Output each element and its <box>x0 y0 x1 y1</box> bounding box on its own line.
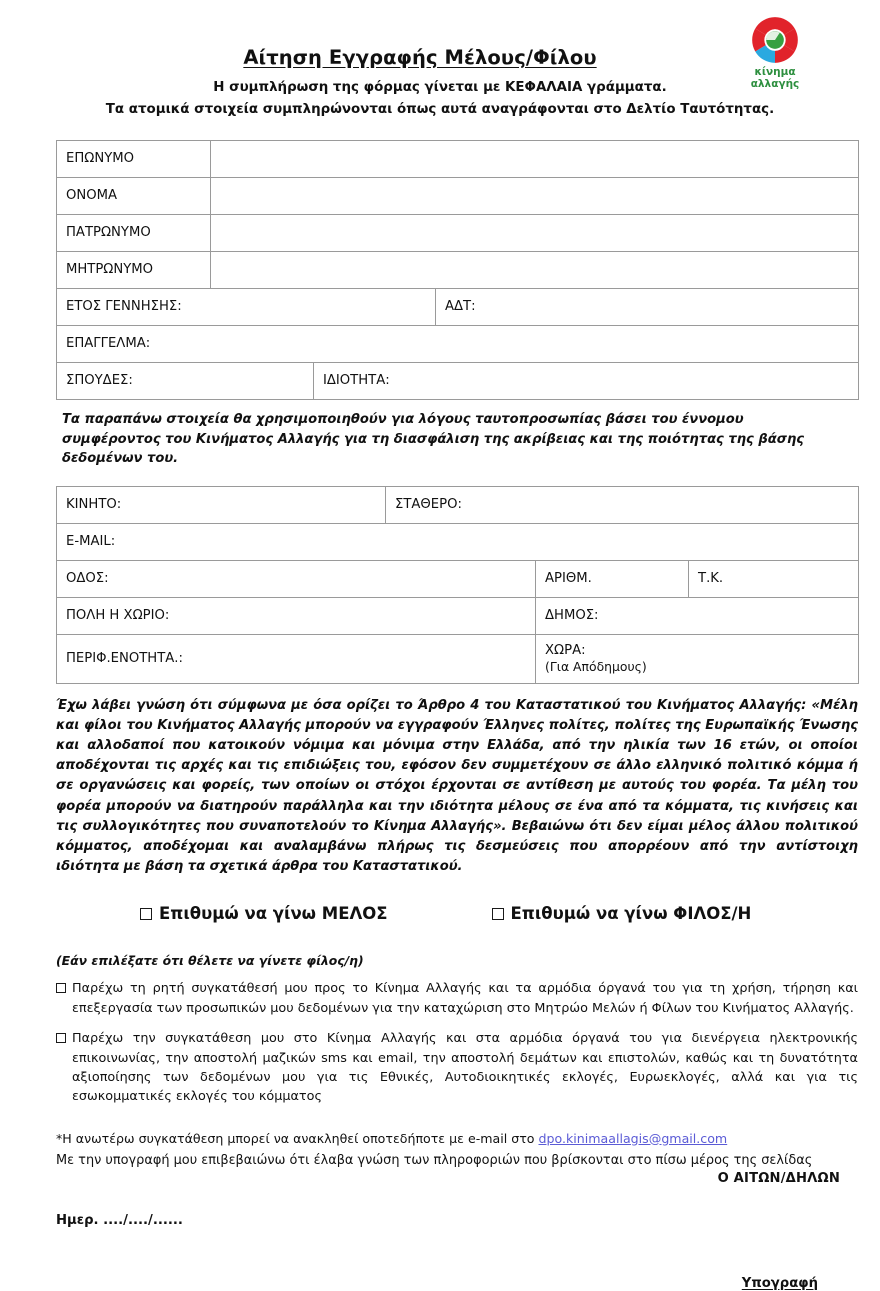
checkbox-option-member[interactable] <box>140 904 388 923</box>
label-postcode[interactable]: Τ.Κ. <box>689 560 859 597</box>
privacy-note: Τα παραπάνω στοιχεία θα χρησιμοποιηθούν για λόγους ταυτοπροσωπίας βάσει του έννομου συμφέροντος του Κινήματος Αλλαγής για τη διασφάλιση της ακρίβειας και της ποιότητας της βάσης δεδομένων του. <box>62 412 805 466</box>
table-row <box>57 326 859 363</box>
country-label-main: ΧΩΡΑ: <box>545 642 586 658</box>
field-firstname[interactable] <box>211 178 859 215</box>
party-logo <box>732 14 818 90</box>
subtitle-line-2: Τα ατομικά στοιχεία συμπληρώνονται όπως αυτά αναγράφονται στο Δελτίο Ταυτότητας. <box>105 102 775 117</box>
label-firstname: ΟΝΟΜΑ <box>57 178 211 215</box>
revocation-text: *Η ανωτέρω συγκατάθεση μπορεί να ανακληθεί οποτεδήποτε με e-mail στο <box>56 1130 539 1146</box>
subtitle-line-1: Η συμπλήρωση της φόρμας γίνεται με ΚΕΦΑΛΑΙΑ γράμματα. <box>213 80 667 95</box>
label-mothername: ΜΗΤΡΩΝΥΜΟ <box>57 252 211 289</box>
table-row <box>57 634 859 683</box>
field-fathername[interactable] <box>211 215 859 252</box>
consent-text-communications: Παρέχω την συγκατάθεση μου στο Κίνημα Αλλαγής και στα αρμόδια όργανά του για διενέργεια ηλεκτρονικής επικοινωνίας, την αποστολή μαζικών sms και email, την αποστολή δεμάτων και επιστολών, καθώς και τη δυνατότητα αξιοποίησης των δεδομένων μου για τις Εθνικές, Αυτοδιοικητικές εκλογές, Ευρωεκλογές, αλλά και για τις εσωκομματικές εκλογές του κόμματος <box>72 1031 858 1105</box>
membership-choice-group <box>0 904 880 923</box>
table-row <box>57 215 859 252</box>
label-birth-year[interactable]: ΕΤΟΣ ΓΕΝΝΗΣΗΣ: <box>57 289 436 326</box>
friend-only-note: (Εάν επιλέξατε ότι θέλετε να γίνετε φίλος/η) <box>56 953 364 969</box>
checkbox-icon[interactable] <box>56 983 66 993</box>
label-municipality[interactable]: ΔΗΜΟΣ: <box>536 597 859 634</box>
page-title: Αίτηση Εγγραφής Μέλους/Φίλου <box>243 46 597 69</box>
statute-declaration-text: Έχω λάβει γνώση ότι σύμφωνα με όσα ορίζει το Άρθρο 4 του Καταστατικού του Κινήματος Αλλαγής: «Μέλη και φίλοι του Κινήματος Αλλαγής μπορούν να εγγραφούν Έλληνες πολίτες, πολίτες της Ευρωπαϊκής Ένωσης και αλλοδαποί που κατοικούν νόμιμα και μόνιμα στην Ελλάδα, από την ηλικία των 16 ετών, οι οποίοι αποδέχονται τις αρχές και τις επιδιώξεις του, εφόσον δεν συμμετέχουν σε άλλο ελληνικό πολιτικό κόμμα ή σε οργανώσεις και φορείς, των οποίων οι στόχοι έρχονται σε αντίθεση με αυτούς του φορέα. Τα μέλη του φορέα μπορούν να διατηρούν παράλληλα και την ιδιότητα μέλους σε ένα από τα κόμματα, τις κινήσεις και τις συλλογικότητες που συναποτελούν το Κίνημα Αλλαγής». Βεβαιώνω ότι δεν είμαι μέλος άλλου πολιτικού κόμματος, αποδέχομαι και αναλαμβάνω πλήρως τις δεσμεύσεις που απορρέουν από την αντίστοιχη ιδιότητα με βάση τα σχετικά άρθρα του Καταστατικού. <box>56 697 858 875</box>
applicant-label: Ο ΑΙΤΩΝ/ΔΗΛΩΝ <box>717 1170 840 1186</box>
checkbox-label-member: Επιθυμώ να γίνω ΜΕΛΟΣ <box>159 904 388 924</box>
signature-confirmation-text: Με την υπογραφή μου επιβεβαιώνω ότι έλαβα γνώση των πληροφοριών που βρίσκονται στο πίσω μέρος της σελίδας <box>56 1153 813 1169</box>
checkbox-icon[interactable] <box>492 908 504 920</box>
label-city[interactable]: ΠΟΛΗ Η ΧΩΡΙΟ: <box>57 597 536 634</box>
label-profession[interactable]: ΕΠΑΓΓΕΛΜΑ: <box>57 326 859 363</box>
checkbox-label-friend: Επιθυμώ να γίνω ΦΙΛΟΣ/Η <box>510 904 752 924</box>
logo-line-2: αλλαγής <box>750 77 800 90</box>
personal-data-table <box>56 140 859 400</box>
checkbox-icon[interactable] <box>56 1033 66 1043</box>
label-country[interactable] <box>536 634 859 683</box>
revocation-note <box>56 1129 858 1149</box>
label-mobile[interactable]: ΚΙΝΗΤΟ: <box>57 486 386 523</box>
consent-option-data-processing[interactable] <box>56 979 858 1018</box>
table-row <box>57 523 859 560</box>
document-header <box>0 0 880 121</box>
table-row <box>57 252 859 289</box>
date-field[interactable]: Ημερ. ..../..../...... <box>56 1212 183 1228</box>
signature-label: Υπογραφή <box>741 1275 818 1291</box>
field-surname[interactable] <box>211 141 859 178</box>
field-mothername[interactable] <box>211 252 859 289</box>
table-row <box>57 597 859 634</box>
pinwheel-logo-icon <box>749 14 801 66</box>
label-email[interactable]: E-MAIL: <box>57 523 859 560</box>
checkbox-option-friend[interactable] <box>492 904 752 923</box>
logo-line-1: κίνημα <box>754 66 796 78</box>
table-row <box>57 141 859 178</box>
label-capacity[interactable]: ΙΔΙΟΤΗΤΑ: <box>314 363 859 400</box>
consent-option-communications[interactable] <box>56 1029 858 1107</box>
country-label-note: (Για Απόδημους) <box>545 658 647 674</box>
contact-data-table <box>56 486 859 684</box>
table-row <box>57 363 859 400</box>
checkbox-icon[interactable] <box>140 908 152 920</box>
logo-text <box>732 67 818 90</box>
label-fathername: ΠΑΤΡΩΝΥΜΟ <box>57 215 211 252</box>
label-landline[interactable]: ΣΤΑΘΕΡΟ: <box>386 486 859 523</box>
consent-text-data-processing: Παρέχω τη ρητή συγκατάθεσή μου προς το Κίνημα Αλλαγής και τα αρμόδια όργανά του για τη χρήση, τήρηση και επεξεργασία των προσωπικών μου δεδομένων για την καταχώριση στο Μητρώο Μελών ή Φίλων του Κινήματος Αλλαγής. <box>72 981 858 1016</box>
signature-field[interactable] <box>0 1276 818 1291</box>
dpo-email-link[interactable]: dpo.kinimaallagis@gmail.com <box>538 1130 728 1146</box>
label-street-number[interactable]: ΑΡΙΘΜ. <box>536 560 689 597</box>
label-region[interactable]: ΠΕΡΙΦ.ΕΝΟΤΗΤΑ.: <box>57 634 536 683</box>
table-row <box>57 289 859 326</box>
table-row <box>57 486 859 523</box>
label-street[interactable]: ΟΔΟΣ: <box>57 560 536 597</box>
label-surname: ΕΠΩΝΥΜΟ <box>57 141 211 178</box>
label-id-number[interactable]: ΑΔΤ: <box>436 289 859 326</box>
label-studies[interactable]: ΣΠΟΥΔΕΣ: <box>57 363 314 400</box>
table-row <box>57 560 859 597</box>
table-row <box>57 178 859 215</box>
